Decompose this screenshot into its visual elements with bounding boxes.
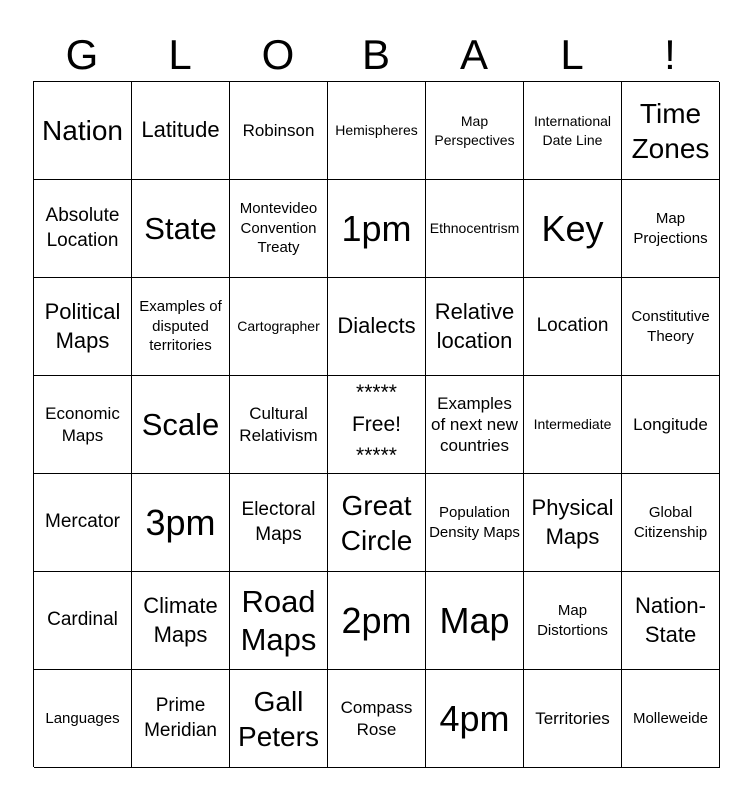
bingo-cell <box>622 82 720 180</box>
bingo-cell <box>622 474 720 572</box>
bingo-cell <box>622 572 720 670</box>
free-space-text: ***** Free! ***** <box>351 381 401 468</box>
free-space-cell <box>328 376 426 474</box>
bingo-cell-text: Absolute Location <box>45 204 120 251</box>
header-letter-l2: L <box>560 31 584 78</box>
bingo-cell-text: Electoral Maps <box>241 498 316 545</box>
bingo-cell <box>230 376 328 474</box>
bingo-cell <box>328 278 426 376</box>
bingo-cell <box>230 474 328 572</box>
bingo-cell-text: Longitude <box>633 414 708 434</box>
bingo-cell <box>132 278 230 376</box>
bingo-cell <box>328 82 426 180</box>
bingo-cell-text: Road Maps <box>240 584 317 657</box>
bingo-cell-text: Nation <box>42 115 123 146</box>
header-letter-g: G <box>65 31 99 78</box>
bingo-cell <box>132 180 230 278</box>
header-letter-o: O <box>261 31 295 78</box>
bingo-cell <box>34 180 132 278</box>
bingo-cell-text: Languages <box>45 709 120 727</box>
bingo-cell <box>132 376 230 474</box>
bingo-cell-text: Prime Meridian <box>144 694 217 741</box>
bingo-cell <box>426 572 524 670</box>
bingo-cell-text: Latitude <box>141 117 220 143</box>
header-letter-exclamation: ! <box>664 31 676 78</box>
bingo-cell-text: 1pm <box>341 207 412 249</box>
bingo-cell <box>132 82 230 180</box>
bingo-cell-text: Montevideo Convention Treaty <box>239 200 318 257</box>
bingo-cell-text: Gall Peters <box>238 685 319 752</box>
bingo-cell <box>426 670 524 768</box>
bingo-cell <box>426 474 524 572</box>
bingo-cell-text: Cultural Relativism <box>239 404 318 445</box>
bingo-cell-text: Molleweide <box>632 709 709 727</box>
bingo-cell-text: Physical Maps <box>531 494 614 549</box>
bingo-cell <box>132 670 230 768</box>
bingo-cell <box>622 180 720 278</box>
bingo-cell <box>524 180 622 278</box>
bingo-cell <box>426 376 524 474</box>
bingo-cell-text: Key <box>541 207 604 249</box>
bingo-cell-text: Robinson <box>242 120 315 140</box>
bingo-cell-text: Map Distortions <box>537 602 608 639</box>
bingo-cell-text: Political Maps <box>44 298 121 353</box>
bingo-cell-text: Examples of disputed territories <box>139 298 222 355</box>
bingo-cell <box>524 572 622 670</box>
bingo-cell-text: Hemispheres <box>335 122 418 139</box>
bingo-cell <box>524 376 622 474</box>
bingo-board <box>33 81 719 767</box>
bingo-cell <box>622 278 720 376</box>
bingo-cell-text: Map Projections <box>633 210 708 247</box>
bingo-cell <box>34 82 132 180</box>
bingo-cell-text: Territories <box>535 708 610 728</box>
bingo-cell <box>132 572 230 670</box>
bingo-cell <box>230 180 328 278</box>
bingo-cell-text: Time Zones <box>631 97 710 164</box>
bingo-cell-text: Global Citizenship <box>633 504 708 541</box>
bingo-cell <box>230 82 328 180</box>
bingo-cell-text: Nation-State <box>635 592 706 647</box>
bingo-cell <box>230 572 328 670</box>
bingo-cell-text: Intermediate <box>533 416 612 433</box>
bingo-cell-text: Map Perspectives <box>434 113 515 148</box>
bingo-cell-text: International Date Line <box>533 113 612 148</box>
bingo-cell <box>34 278 132 376</box>
bingo-cell-text: Scale <box>141 406 220 442</box>
bingo-cell <box>34 376 132 474</box>
bingo-cell-text: Constitutive Theory <box>631 308 710 345</box>
bingo-cell <box>426 180 524 278</box>
bingo-cell-text: Cardinal <box>47 609 118 631</box>
bingo-cell <box>524 474 622 572</box>
bingo-cell <box>622 376 720 474</box>
bingo-cell-text: Compass Rose <box>340 698 413 739</box>
bingo-cell <box>328 670 426 768</box>
bingo-cell-text: Population Density Maps <box>429 504 520 541</box>
bingo-cell <box>230 278 328 376</box>
bingo-cell <box>426 82 524 180</box>
bingo-cell-text: Economic Maps <box>45 404 120 445</box>
bingo-cell <box>132 474 230 572</box>
bingo-cell-text: Dialects <box>337 313 416 339</box>
bingo-cell <box>230 670 328 768</box>
bingo-cell <box>524 82 622 180</box>
bingo-cell <box>524 670 622 768</box>
bingo-cell-text: 4pm <box>439 697 510 739</box>
bingo-cell-text: Mercator <box>45 511 120 533</box>
bingo-cell-text: Examples of next new countries <box>431 393 518 456</box>
bingo-cell-text: Map <box>439 599 510 641</box>
header-letter-b: B <box>361 31 390 78</box>
bingo-cell-text: 3pm <box>145 501 216 543</box>
bingo-cell-text: State <box>144 210 217 246</box>
bingo-cell <box>328 572 426 670</box>
bingo-cell-text: Relative location <box>434 298 515 353</box>
bingo-cell <box>328 474 426 572</box>
bingo-cell-text: Ethnocentrism <box>429 220 520 237</box>
bingo-cell <box>34 670 132 768</box>
bingo-cell-text: Great Circle <box>340 489 413 556</box>
bingo-cell <box>34 474 132 572</box>
bingo-cell <box>524 278 622 376</box>
bingo-cell <box>328 180 426 278</box>
bingo-cell-text: Climate Maps <box>143 592 218 647</box>
bingo-header <box>33 30 719 80</box>
bingo-cell-text: Cartographer <box>237 318 320 335</box>
bingo-cell-text: 2pm <box>341 599 412 641</box>
bingo-cell <box>426 278 524 376</box>
bingo-cell <box>34 572 132 670</box>
bingo-cell-text: Location <box>536 315 609 337</box>
bingo-cell <box>622 670 720 768</box>
header-letter-a: A <box>459 31 488 78</box>
header-letter-l: L <box>168 31 192 78</box>
